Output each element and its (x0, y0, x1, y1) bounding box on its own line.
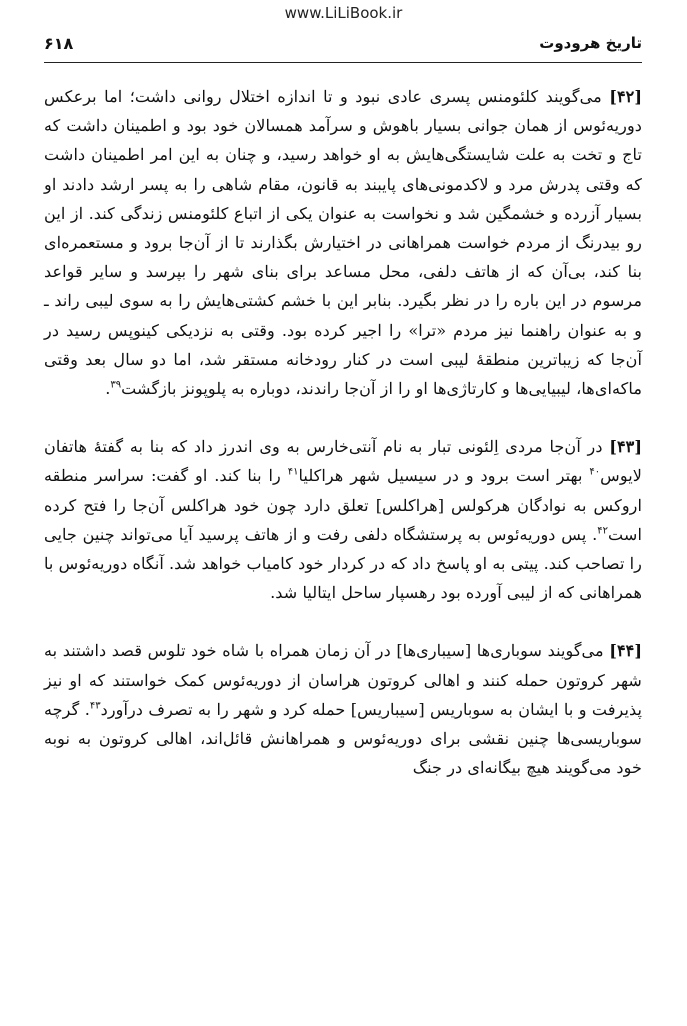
watermark: www.LiLiBook.ir (284, 4, 403, 22)
paragraph-text: . (105, 379, 111, 399)
paragraph-text: . گرچه سوباریسی‌ها چنین نقشی برای دوریه‌ئوس و همراهانش قائل‌اند، اهالی کروتون به نوبه خود می‌گویند هیچ بیگانه‌ای در جنگ (44, 699, 642, 778)
paragraph (44, 82, 642, 403)
paragraph-number: [۴۲] (609, 87, 642, 106)
footnote-marker: ۴۱ (287, 467, 299, 479)
page-number: ۶۱۸ (44, 34, 74, 53)
paragraph-text: می‌گویند سوباری‌ها [سیباری‌ها] در آن زمان همراه با شاه خود تلوس قصد داشتند به شهر کروتون حمله کنند و اهالی کروتون هراسان از دوریه‌ئوس کمک خواستند که او نیز پذیرفت و با ایشان به سوباریس [سیباریس] حمله کرد و شهر را به تصرف درآورد (44, 641, 642, 719)
paragraph-text: را بنا کند. او گفت: سراسر منطقه اروکس به نوادگان هرکولس [هراکلس] تعلق دارد چون خود هراکلس آن‌جا را فتح کرده است (44, 466, 642, 544)
paragraph-text: بهتر است برود و در سیسیل شهر هراکلیا (298, 466, 590, 486)
book-title: تاریخ هرودوت (539, 34, 642, 52)
page-header (44, 30, 642, 60)
paragraph-number: [۴۳] (609, 437, 642, 457)
footnote-marker: ۴۳ (89, 700, 101, 712)
page-body (44, 82, 642, 782)
paragraph-number: [۴۴] (609, 641, 642, 661)
footnote-marker: ۴۲ (597, 525, 609, 537)
paragraph (44, 432, 642, 607)
footnote-marker: ۴۰ (589, 467, 601, 479)
paragraph-text: . پس دوریه‌ئوس به پرستشگاه دلفی رفت و از هاتف پرسید آیا می‌تواند چنین جایی را تصاحب کند. پیتی به او پاسخ داد که در کردار خود کامیاب خواهد شد. آنگاه دوریه‌ئوس با همراهانی که از لیبی آورده بود رهسپار ساحل ایتالیا شد. (44, 524, 642, 603)
paragraph-text: در آن‌جا مردی اِلئونی تبار به نام آنتی‌خارس به وی اندرز داد که بنا به گفتهٔ هاتفان لایوس (44, 437, 643, 486)
header-divider (44, 62, 642, 63)
paragraph-text: می‌گویند کلئومنس پسری عادی نبود و تا اندازه اختلال روانی داشت؛ اما برعکس دوریه‌ئوس از همان جوانی بسیار باهوش و سرآمد همسالان خود بود و اطمینان داشت که تاج و تخت به علت شایستگی‌هایش به او خواهد رسید، و چنان به این امر اطمینان داشت که وقتی پدرش مرد و لاکدمونی‌های پایبند به قانون، مقام شاهی را به پسر ارشد دادند او بسیار آزرده و خشمگین شد و نخواست به عنوان یکی از اتباع کلئومنس زندگی کند. از این رو بیدرنگ از مردم خواست همراهانی در اختیارش بگذارند تا از آن‌جا برود و مستعمره‌ای بنا کند، بی‌آن که از هاتف دلفی، محل مساعد برای بنای شهر را بپرسد و سایر قواعد مرسوم در این باره را در نظر بگیرد. بنابر این با خشم کشتی‌هایش را به سوی لیبی راند ـ و به عنوان راهنما نیز مردم «ترا» را اجیر کرده بود. وقتی به نزدیکی کینوپس رسید در آن‌جا که زیباترین منطقهٔ لیبی است در کنار رودخانه مستقر شد، اما دو سال بعد وقتی ماکه‌ای‌ها، لیبیایی‌ها و کارتاژی‌ها او را از آن‌جا راندند، دوباره به پلوپونز بازگشت (44, 87, 642, 399)
footnote-marker: ۳۹ (110, 379, 122, 391)
paragraph (44, 636, 642, 782)
